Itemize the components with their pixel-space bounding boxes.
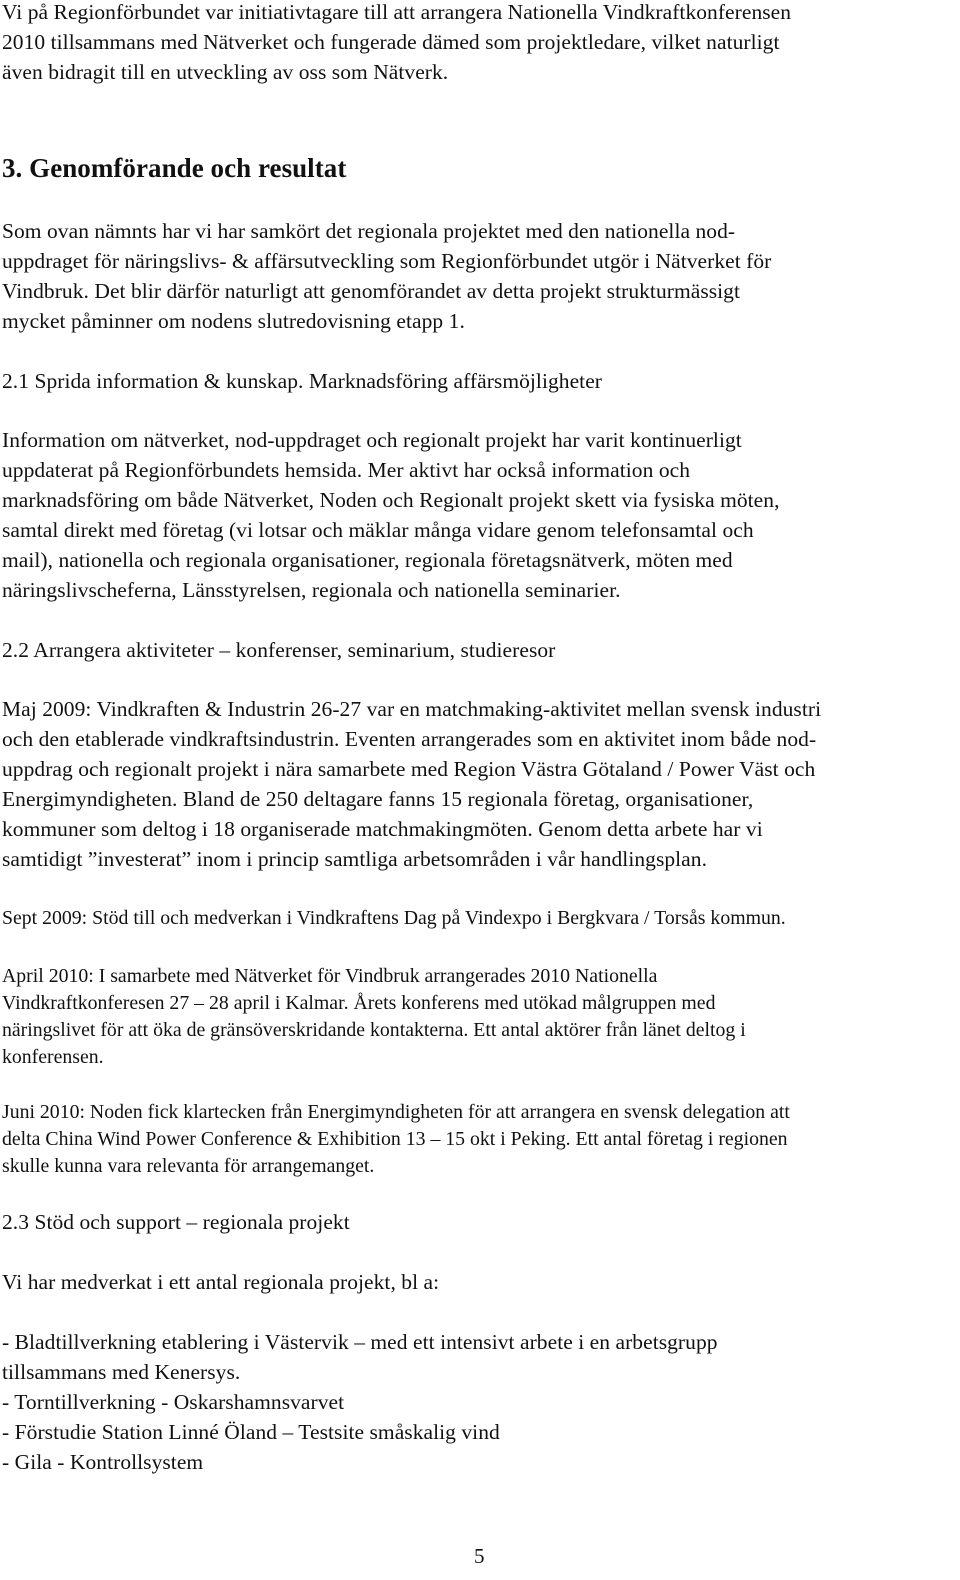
maj-2009-line-6: samtidigt ”investerat” inom i princip samtliga arbetsområden i vår handlingsplan. (2, 847, 708, 871)
page-number: 5 (474, 1544, 485, 1568)
intro-line-1: Vi på Regionförbundet var initiativtagare till att arrangera Nationella Vindkraftkonferensen (2, 0, 792, 24)
subsection-2-1-heading: 2.1 Sprida information & kunskap. Marknadsföring affärsmöjligheter (2, 369, 602, 393)
subsection-2-1-line-1: Information om nätverket, nod-uppdraget och regionalt projekt har varit kontinuerligt (2, 428, 742, 452)
intro-line-2: 2010 tillsammans med Nätverket och fungerade dämed som projektledare, vilket naturligt (2, 30, 780, 54)
overview-line-3: Vindbruk. Det blir därför naturligt att genomförandet av detta projekt strukturmässigt (2, 279, 740, 303)
intro-line-3: även bidragit till en utveckling av oss som Nätverk. (2, 60, 449, 84)
subsection-2-3-heading: 2.3 Stöd och support – regionala projekt (2, 1210, 350, 1234)
april-2010-line-2: Vindkraftkonferesen 27 – 28 april i Kalmar. Årets konferens med utökad målgruppen med (2, 992, 716, 1014)
project-line-2: tillsammans med Kenersys. (2, 1360, 241, 1384)
maj-2009-line-4: Energimyndigheten. Bland de 250 deltagare fanns 15 regionala företag, organisationer, (2, 787, 754, 811)
maj-2009-line-2: och den etablerade vindkraftsindustrin. Eventen arrangerades som en aktivitet inom både nod- (2, 727, 817, 751)
subsection-2-1-line-3: marknadsföring om både Nätverket, Noden och Regionalt projekt skett via fysiska möten, (2, 488, 780, 512)
subsection-2-2-heading: 2.2 Arrangera aktiviteter – konferenser, seminarium, studieresor (2, 638, 556, 662)
projects-intro: Vi har medverkat i ett antal regionala projekt, bl a: (2, 1270, 440, 1294)
subsection-2-1-line-6: näringslivscheferna, Länsstyrelsen, regionala och nationella seminarier. (2, 578, 621, 602)
project-line-3: - Torntillverkning - Oskarshamnsvarvet (2, 1390, 345, 1414)
maj-2009-line-5: kommuner som deltog i 18 organiserade matchmakingmöten. Genom detta arbete har vi (2, 817, 763, 841)
subsection-2-1-line-5: mail), nationella och regionala organisationer, regionala företagsnätverk, möten med (2, 548, 733, 572)
overview-line-2: uppdraget för näringslivs- & affärsutveckling som Regionförbundet utgör i Nätverket för (2, 249, 772, 273)
juni-2010-line-3: skulle kunna vara relevanta för arrangemanget. (2, 1155, 375, 1177)
section-title: 3. Genomförande och resultat (2, 153, 347, 183)
overview-line-4: mycket påminner om nodens slutredovisning etapp 1. (2, 309, 465, 333)
overview-line-1: Som ovan nämnts har vi har samkört det regionala projektet med den nationella nod- (2, 219, 736, 243)
subsection-2-1-line-2: uppdaterat på Regionförbundets hemsida. Mer aktivt har också information och (2, 458, 691, 482)
juni-2010-line-2: delta China Wind Power Conference & Exhibition 13 – 15 okt i Peking. Ett antal företag i regionen (2, 1128, 788, 1150)
sept-2009-line: Sept 2009: Stöd till och medverkan i Vindkraftens Dag på Vindexpo i Bergkvara / Torsås kommun. (2, 907, 786, 929)
project-line-4: - Förstudie Station Linné Öland – Testsite småskalig vind (2, 1420, 500, 1444)
april-2010-line-4: konferensen. (2, 1046, 104, 1068)
project-line-5: - Gila - Kontrollsystem (2, 1450, 204, 1474)
juni-2010-line-1: Juni 2010: Noden fick klartecken från Energimyndigheten för att arrangera en svensk delegation att (2, 1101, 790, 1123)
april-2010-line-3: näringslivet för att öka de gränsöverskridande kontakterna. Ett antal aktörer från länet deltog i (2, 1019, 746, 1041)
maj-2009-line-1: Maj 2009: Vindkraften & Industrin 26-27 var en matchmaking-aktivitet mellan svensk industri (2, 697, 822, 721)
subsection-2-1-line-4: samtal direkt med företag (vi lotsar och mäklar många vidare genom telefonsamtal och (2, 518, 754, 542)
april-2010-line-1: April 2010: I samarbete med Nätverket för Vindbruk arrangerades 2010 Nationella (2, 965, 658, 987)
maj-2009-line-3: uppdrag och regionalt projekt i nära samarbete med Region Västra Götaland / Power Väst och (2, 757, 816, 781)
project-line-1: - Bladtillverkning etablering i Västervik – med ett intensivt arbete i en arbetsgrupp (2, 1330, 718, 1354)
